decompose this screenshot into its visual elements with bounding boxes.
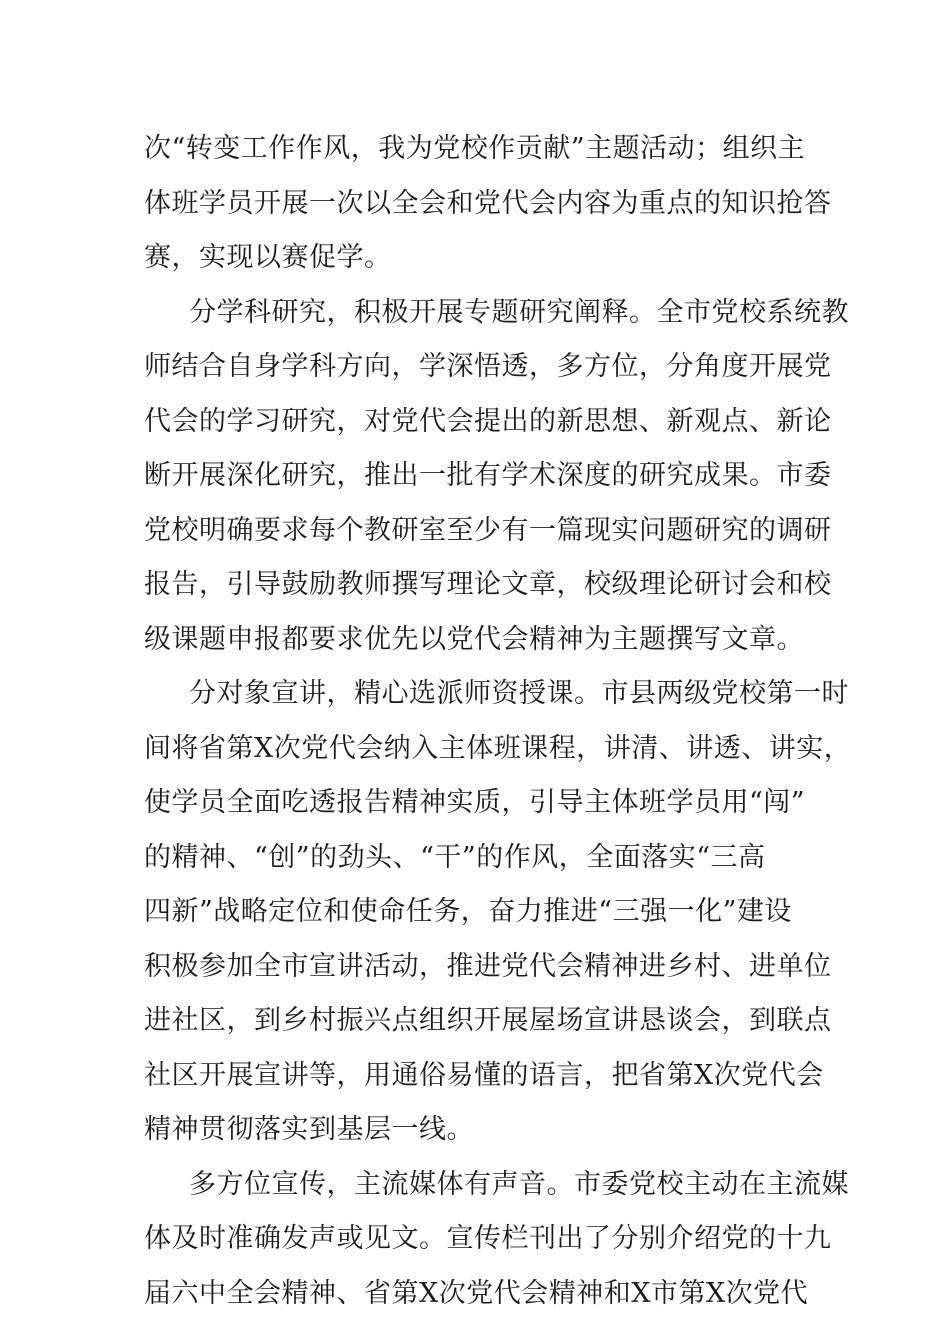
text-line: 报告，引导鼓励教师撰写理论文章，校级理论研讨会和校 (144, 569, 832, 600)
text-line: 届六中全会精神、省第X次党代会精神和X市第X次党代 (144, 1277, 809, 1309)
text-line: 四新”战略定位和使命任务，奋力推进“三强一化”建设 (144, 896, 792, 927)
text-line: 级课题申报都要求优先以党代会精神为主题撰写文章。 (144, 623, 804, 655)
text-line: 的精神、“创”的劲头、“干”的作风，全面落实“三高 (144, 841, 766, 873)
paragraph-first-line: 多方位宣传，主流媒体有声音。市委党校主动在主流媒 (189, 1168, 849, 1200)
text-line: 赛，实现以赛促学。 (144, 242, 392, 273)
text-line: 师结合自身学科方向，学深悟透，多方位，分角度开展党 (144, 351, 832, 382)
text-line: 精神贯彻落实到基层一线。 (144, 1114, 474, 1145)
text-line: 次“转变工作作风，我为党校作贡献”主题活动；组织主 (144, 133, 806, 164)
text-line: 体班学员开展一次以全会和党代会内容为重点的知识抢答 (144, 187, 832, 219)
text-line: 使学员全面吃透报告精神实质，引导主体班学员用“闯” (144, 787, 806, 818)
document-body (144, 122, 852, 1321)
text-line: 社区开展宣讲等，用通俗易懂的语言，把省第X次党代会 (144, 1059, 824, 1091)
text-line: 断开展深化研究，推出一批有学术深度的研究成果。市委 (144, 460, 832, 491)
paragraph-first-line: 分学科研究，积极开展专题研究阐释。全市党校系统教 (189, 296, 849, 328)
text-line: 进社区，到乡村振兴点组织开展屋场宣讲恳谈会，到联点 (144, 1005, 832, 1036)
paragraph-first-line: 分对象宣讲，精心选派师资授课。市县两级党校第一时 (189, 678, 849, 709)
text-line: 代会的学习研究，对党代会提出的新思想、新观点、新论 (144, 405, 832, 437)
text-line: 体及时准确发声或见文。宣传栏刊出了分别介绍党的十九 (144, 1223, 832, 1254)
text-line: 积极参加全市宣讲活动，推进党代会精神进乡村、进单位 (144, 950, 832, 982)
text-line: 间将省第X次党代会纳入主体班课程，讲清、讲透、讲实， (144, 732, 852, 764)
text-line: 党校明确要求每个教研室至少有一篇现实问题研究的调研 (144, 514, 832, 546)
